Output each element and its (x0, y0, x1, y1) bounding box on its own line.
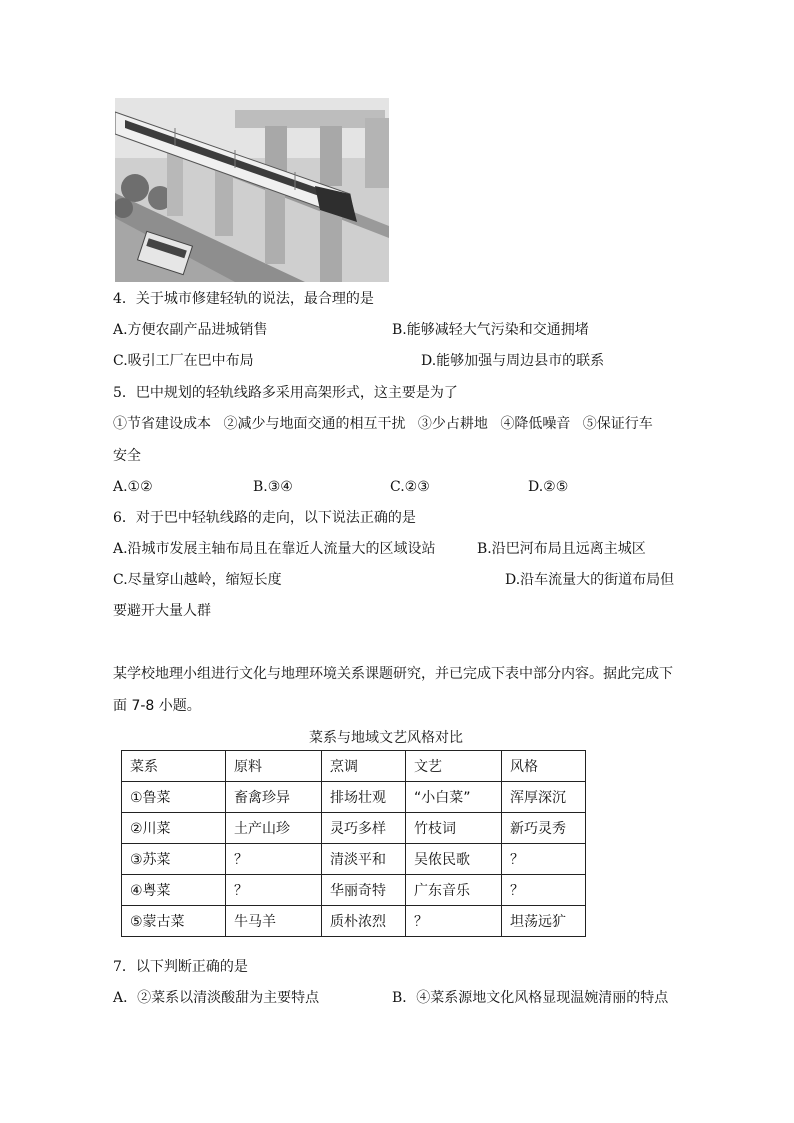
q4-stem: 4．关于城市修建轻轨的说法，最合理的是 (113, 291, 374, 307)
table-cell: ⑤蒙古菜 (122, 906, 226, 937)
q5-option-b: B.③④ (253, 479, 293, 495)
table-cell: 质朴浓烈 (322, 906, 406, 937)
table-cell: 竹枝词 (406, 813, 502, 844)
header-cell: 风格 (502, 751, 586, 782)
q7-stem: 7．以下判断正确的是 (113, 959, 248, 975)
intro-line2: 面 7-8 小题。 (113, 698, 201, 714)
table-cell: 华丽奇特 (322, 875, 406, 906)
light-rail-photo (115, 98, 389, 282)
q4-option-d: D.能够加强与周边县市的联系 (421, 353, 605, 369)
table-cell: 坦荡远犷 (502, 906, 586, 937)
table-cell: 浑厚深沉 (502, 782, 586, 813)
table-row (122, 906, 586, 937)
table-cell: 土产山珍 (226, 813, 322, 844)
header-cell: 菜系 (122, 751, 226, 782)
q7-option-b: B．④菜系源地文化风格显现温婉清丽的特点 (392, 990, 669, 1006)
table-cell: 清淡平和 (322, 844, 406, 875)
table-row (122, 782, 586, 813)
header-cell: 烹调 (322, 751, 406, 782)
q5-option-c: C.②③ (390, 479, 430, 495)
q4-option-b: B.能够减轻大气污染和交通拥堵 (392, 322, 589, 338)
q4-option-a: A.方便农副产品进城销售 (113, 322, 268, 338)
q5-stem: 5．巴中规划的轻轨线路多采用高架形式，这主要是为了 (113, 385, 458, 401)
table-cell: ？ (502, 875, 586, 906)
header-cell: 文艺 (406, 751, 502, 782)
table-cell: ？ (406, 906, 502, 937)
table-cell: “小白菜” (406, 782, 502, 813)
q5-option-a: A.①② (113, 479, 153, 495)
cuisine-comparison-table (121, 750, 586, 937)
table-cell: ③苏菜 (122, 844, 226, 875)
q4-option-c: C.吸引工厂在巴中布局 (113, 353, 254, 369)
table-caption: 菜系与地域文艺风格对比 (309, 730, 463, 746)
table-row (122, 813, 586, 844)
table-cell: ？ (226, 875, 322, 906)
table-cell: 牛马羊 (226, 906, 322, 937)
table-cell: 吴侬民歌 (406, 844, 502, 875)
table-cell: 灵巧多样 (322, 813, 406, 844)
q6-option-b: B.沿巴河布局且远离主城区 (477, 541, 646, 557)
table-cell: 畜禽珍异 (226, 782, 322, 813)
table-cell: 排场壮观 (322, 782, 406, 813)
intro-line1: 某学校地理小组进行文化与地理环境关系课题研究，并已完成下表中部分内容。据此完成下 (113, 666, 673, 682)
table-cell: 新巧灵秀 (502, 813, 586, 844)
q6-option-d-line2: 要避开大量人群 (113, 603, 211, 619)
q5-option-d: D.②⑤ (528, 479, 569, 495)
table-cell: ①鲁菜 (122, 782, 226, 813)
table-cell: ？ (226, 844, 322, 875)
q5-items-line2: 安全 (113, 448, 141, 464)
table-cell: ④粤菜 (122, 875, 226, 906)
table-row (122, 875, 586, 906)
table-cell: 广东音乐 (406, 875, 502, 906)
table-header-row (122, 751, 586, 782)
table-cell: ？ (502, 844, 586, 875)
q7-option-a: A．②菜系以清淡酸甜为主要特点 (113, 990, 320, 1006)
q6-option-d-line1: D.沿车流量大的街道布局但 (505, 572, 675, 588)
header-cell: 原料 (226, 751, 322, 782)
q6-option-a: A.沿城市发展主轴布局且在靠近人流量大的区域设站 (113, 541, 436, 557)
q6-stem: 6．对于巴中轻轨线路的走向，以下说法正确的是 (113, 510, 416, 526)
q6-option-c: C.尽量穿山越岭，缩短长度 (113, 572, 282, 588)
table-row (122, 844, 586, 875)
q5-items-line1: ①节省建设成本 ②减少与地面交通的相互干扰 ③少占耕地 ④降低噪音 ⑤保证行车 (113, 416, 653, 432)
table-cell: ②川菜 (122, 813, 226, 844)
